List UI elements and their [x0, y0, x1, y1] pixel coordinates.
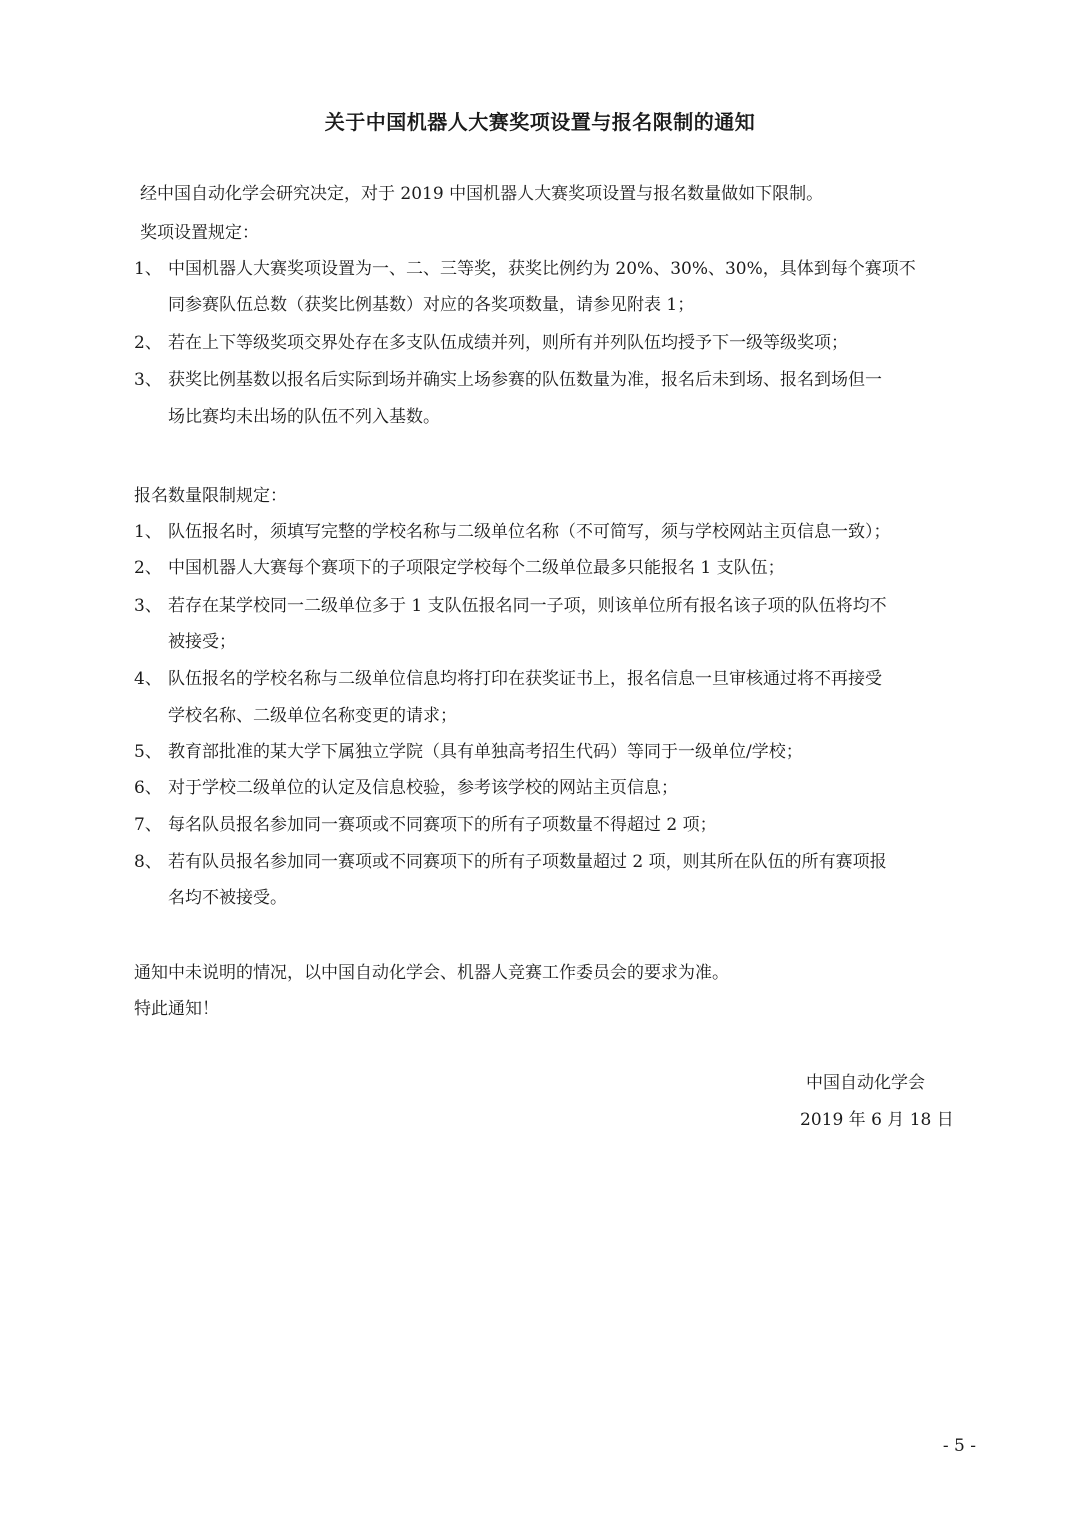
page-title: 关于中国机器人大赛奖项设置与报名限制的通知	[324, 110, 756, 134]
item-text-line: 教育部批准的某大学下属独立学院（具有单独高考招生代码）等同于一级单位/学校；	[168, 742, 803, 762]
item-text-line: 被接受；	[168, 632, 236, 652]
item-text-line: 对于学校二级单位的认定及信息校验，参考该学校的网站主页信息；	[168, 778, 678, 798]
page-number: - 5 -	[942, 1436, 976, 1456]
item-number: 3、	[134, 596, 162, 616]
item-number: 6、	[134, 778, 162, 798]
item-number: 4、	[134, 669, 162, 689]
registration-heading: 报名数量限制规定：	[134, 486, 287, 506]
item-text-line: 学校名称、二级单位名称变更的请求；	[168, 706, 457, 726]
item-number: 8、	[134, 852, 162, 872]
item-text-line: 队伍报名时，须填写完整的学校名称与二级单位名称（不可简写，须与学校网站主页信息一致）；	[168, 522, 891, 542]
item-number: 2、	[134, 558, 162, 578]
signature-org: 中国自动化学会	[806, 1073, 925, 1093]
item-text-line: 中国机器人大赛奖项设置为一、二、三等奖，获奖比例约为 20%、30%、30%，具体到每个赛项不	[168, 259, 916, 279]
intro-paragraph: 经中国自动化学会研究决定，对于 2019 中国机器人大赛奖项设置与报名数量做如下限制。	[140, 184, 824, 204]
item-text-line: 队伍报名的学校名称与二级单位信息均将打印在获奖证书上，报名信息一旦审核通过将不再接受	[168, 669, 882, 689]
item-number: 1、	[134, 259, 162, 279]
item-number: 1、	[134, 522, 162, 542]
closing-paragraph: 通知中未说明的情况，以中国自动化学会、机器人竞赛工作委员会的要求为准。	[134, 963, 729, 983]
item-number: 5、	[134, 742, 162, 762]
item-number: 2、	[134, 333, 162, 353]
closing-remark: 特此通知！	[134, 999, 219, 1019]
item-text-line: 中国机器人大赛每个赛项下的子项限定学校每个二级单位最多只能报名 1 支队伍；	[168, 558, 785, 578]
item-text-line: 每名队员报名参加同一赛项或不同赛项下的所有子项数量不得超过 2 项；	[168, 815, 717, 835]
awards-heading: 奖项设置规定：	[140, 223, 259, 243]
item-text-line: 若在上下等级奖项交界处存在多支队伍成绩并列，则所有并列队伍均授予下一级等级奖项；	[168, 333, 848, 353]
item-text-line: 名均不被接受。	[168, 888, 287, 908]
item-text-line: 获奖比例基数以报名后实际到场并确实上场参赛的队伍数量为准，报名后未到场、报名到场但一	[168, 370, 882, 390]
item-text-line: 若有队员报名参加同一赛项或不同赛项下的所有子项数量超过 2 项，则其所在队伍的所有赛项报	[168, 852, 887, 872]
item-text-line: 同参赛队伍总数（获奖比例基数）对应的各奖项数量，请参见附表 1；	[168, 295, 695, 315]
item-number: 7、	[134, 815, 162, 835]
item-text-line: 场比赛均未出场的队伍不列入基数。	[168, 407, 440, 427]
item-text-line: 若存在某学校同一二级单位多于 1 支队伍报名同一子项，则该单位所有报名该子项的队伍将均不	[168, 596, 887, 616]
signature-date: 2019 年 6 月 18 日	[800, 1110, 954, 1130]
item-number: 3、	[134, 370, 162, 390]
